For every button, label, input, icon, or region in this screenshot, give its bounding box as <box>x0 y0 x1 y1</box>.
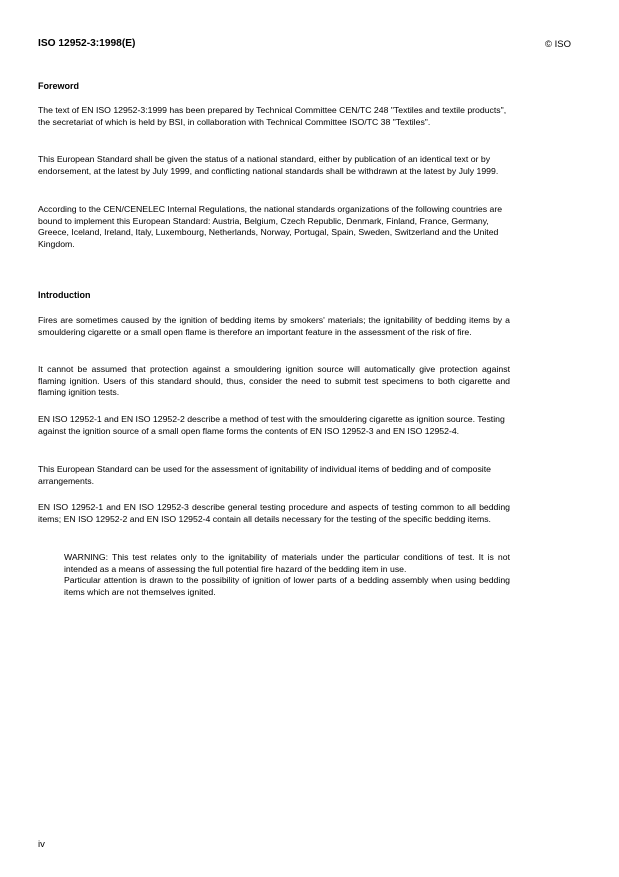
introduction-paragraph-2 <box>38 364 510 399</box>
introduction-paragraph-5 <box>38 502 510 525</box>
introduction-paragraph: EN ISO 12952-1 and EN ISO 12952-2 describe a method of test with the smouldering cigarette as ignition source. Testing against the ignition source of a small open flame forms the contents of EN ISO 12952-3 and EN ISO 12952-4. <box>38 414 505 436</box>
warning-text: WARNING: This test relates only to the ignitability of materials under the particular conditions of test. It is not intended as a means of assessing the full potential fire hazard of the bedding item in use. <box>64 552 510 574</box>
copyright-notice: © ISO <box>544 39 571 50</box>
warning-note: Particular attention is drawn to the possibility of ignition of lower parts of a bedding assembly when using bedding items which are not themselves ignited. <box>64 575 510 598</box>
introduction-paragraph: This European Standard can be used for the assessment of ignitability of individual items of bedding and of composite arrangements. <box>38 464 491 486</box>
introduction-paragraph-4 <box>38 464 510 487</box>
introduction-paragraph-3 <box>38 414 510 437</box>
foreword-heading: Foreword <box>38 81 80 91</box>
introduction-paragraph: EN ISO 12952-1 and EN ISO 12952-3 describe general testing procedure and aspects of testing common to all bedding items; EN ISO 12952-2 and EN ISO 12952-4 contain all details necessary for the testing of the specific bedding items. <box>38 502 510 524</box>
document-id: ISO 12952-3:1998(E) <box>38 38 136 49</box>
foreword-heading-block <box>38 81 510 93</box>
page-number: iv <box>38 839 45 850</box>
introduction-paragraph: It cannot be assumed that protection against a smouldering ignition source will automatically give protection against flaming ignition. Users of this standard should, thus, consider the need to submit test specimens to both cigarette and flaming ignition tests. <box>38 364 510 398</box>
foreword-paragraph: The text of EN ISO 12952-3:1999 has been prepared by Technical Committee CEN/TC 248 "Textiles and textile products", the secretariat of which is held by BSI, in collaboration with Technical Committee ISO/TC 38 "Textiles". <box>38 105 507 127</box>
introduction-paragraph: Fires are sometimes caused by the ignition of bedding items by smokers' materials; the ignitability of bedding items by a smouldering cigarette or a small open flame is therefore an important feature in the assessment of the risk of fire. <box>38 315 510 337</box>
foreword-paragraph-1 <box>38 105 510 128</box>
introduction-heading-block <box>38 290 510 302</box>
foreword-paragraph: This European Standard shall be given the status of a national standard, either by publication of an identical text or by endorsement, at the latest by July 1999, and conflicting national standards shall be withdrawn at the latest by July 1999. <box>38 154 499 176</box>
foreword-paragraph-2 <box>38 154 510 177</box>
foreword-paragraph-3 <box>38 204 510 251</box>
warning-block <box>64 552 510 599</box>
foreword-paragraph: According to the CEN/CENELEC Internal Regulations, the national standards organizations of the following countries are bound to implement this European Standard: Austria, Belgium, Czech Republic, Denmark, Finland, France, Germany, Greece, Iceland, Ireland, Italy, Luxembourg, Netherlands, Norway, Portugal, Spain, Sweden, Switzerland and the United Kingdom. <box>38 204 503 250</box>
introduction-paragraph-1 <box>38 315 510 338</box>
introduction-heading: Introduction <box>38 290 91 300</box>
